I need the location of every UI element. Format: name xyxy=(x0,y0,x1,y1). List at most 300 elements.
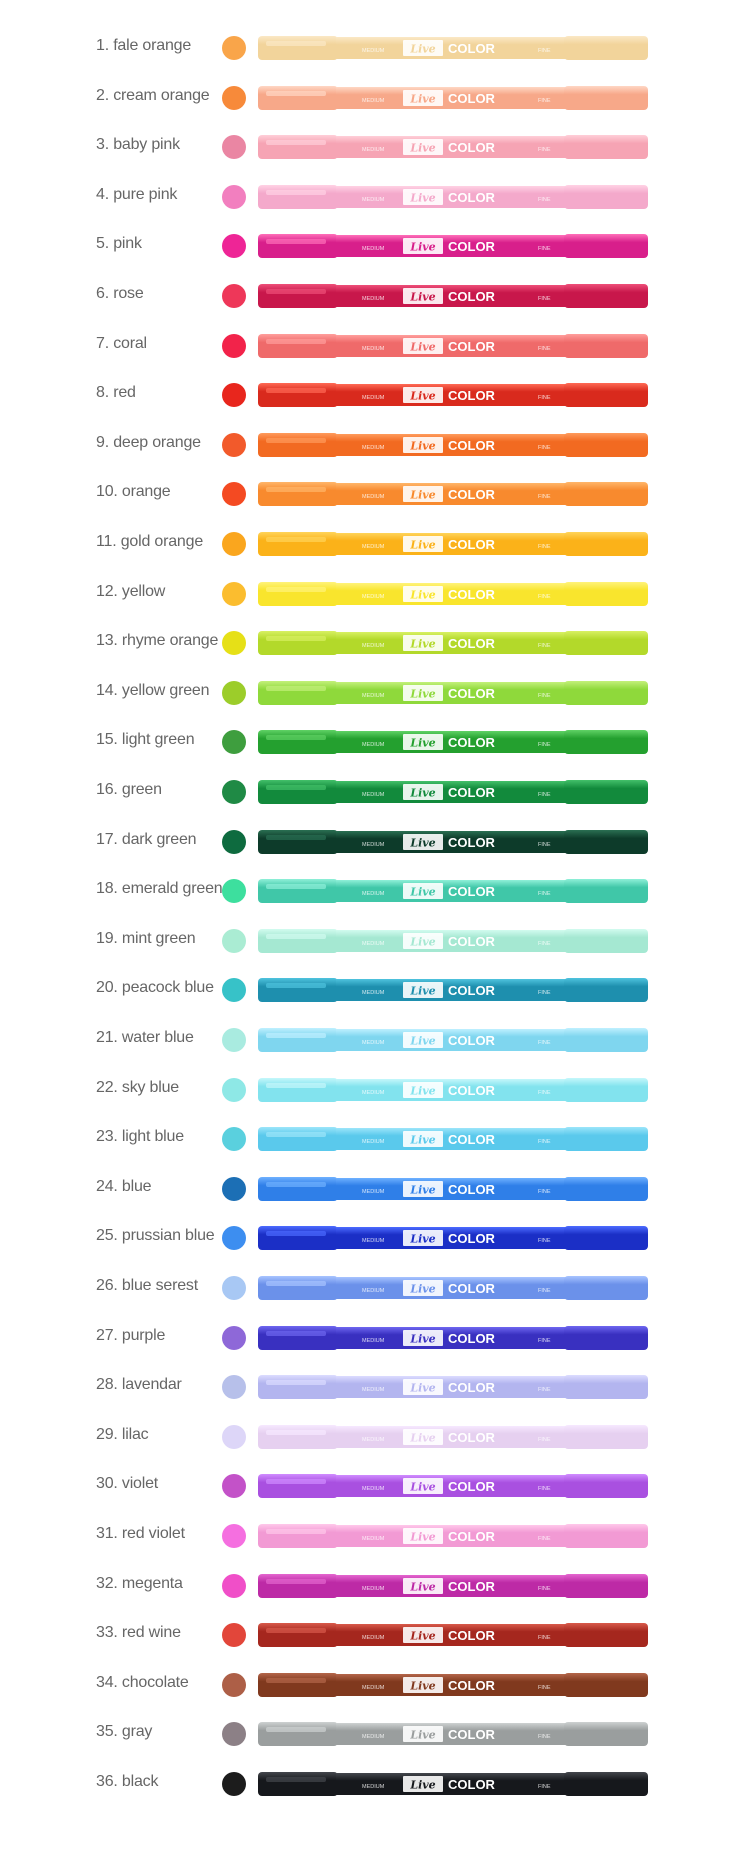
color-row xyxy=(0,569,750,617)
tip-label-fine: FINE xyxy=(538,246,551,252)
color-row xyxy=(0,1015,750,1063)
tip-label-medium: MEDIUM xyxy=(362,296,385,302)
pen-clip xyxy=(266,835,326,840)
brand-logo-text: Live xyxy=(410,786,436,800)
brand-logo-text: Live xyxy=(410,1133,436,1147)
tip-label-fine: FINE xyxy=(538,1685,551,1691)
tip-label-medium: MEDIUM xyxy=(362,98,385,104)
brand-color-word: COLOR xyxy=(448,1083,495,1098)
pen-clip xyxy=(266,1628,326,1633)
color-label: 2. cream orange xyxy=(96,87,210,104)
pen-cap-left xyxy=(258,929,338,953)
pen-clip xyxy=(266,487,326,492)
pen-clip xyxy=(266,190,326,195)
tip-label-medium: MEDIUM xyxy=(362,1784,385,1790)
color-swatch-dot xyxy=(222,1722,246,1746)
marker-pen-image xyxy=(258,1670,650,1700)
tip-label-medium: MEDIUM xyxy=(362,941,385,947)
pen-cap-left xyxy=(258,284,338,308)
brand-logo-text: Live xyxy=(410,538,436,552)
pen-cap-left xyxy=(258,631,338,655)
tip-label-medium: MEDIUM xyxy=(362,346,385,352)
tip-label-medium: MEDIUM xyxy=(362,1189,385,1195)
marker-pen-image xyxy=(258,380,650,410)
color-label: 34. chocolate xyxy=(96,1674,189,1691)
brand-color-word: COLOR xyxy=(448,1380,495,1395)
marker-pen-image xyxy=(258,1372,650,1402)
marker-pen-image xyxy=(258,876,650,906)
brand-color-word: COLOR xyxy=(448,41,495,56)
brand-color-word: COLOR xyxy=(448,1579,495,1594)
tip-label-fine: FINE xyxy=(538,445,551,451)
brand-color-word: COLOR xyxy=(448,983,495,998)
tip-label-fine: FINE xyxy=(538,1090,551,1096)
tip-label-medium: MEDIUM xyxy=(362,1586,385,1592)
brand-color-word: COLOR xyxy=(448,1331,495,1346)
color-label: 30. violet xyxy=(96,1475,159,1492)
tip-label-medium: MEDIUM xyxy=(362,1338,385,1344)
pen-clip xyxy=(266,339,326,344)
color-label: 28. lavendar xyxy=(96,1376,182,1393)
brand-logo-text: Live xyxy=(410,1232,436,1246)
color-row xyxy=(0,73,750,121)
color-swatch-dot xyxy=(222,830,246,854)
marker-pen-image xyxy=(258,827,650,857)
pen-cap-left xyxy=(258,1127,338,1151)
brand-color-word: COLOR xyxy=(448,1231,495,1246)
color-row xyxy=(0,1461,750,1509)
brand-color-word: COLOR xyxy=(448,934,495,949)
pen-cap-right xyxy=(564,135,648,159)
pen-clip xyxy=(266,1083,326,1088)
pen-cap-left xyxy=(258,1574,338,1598)
pen-clip xyxy=(266,884,326,889)
pen-clip xyxy=(266,140,326,145)
tip-label-medium: MEDIUM xyxy=(362,792,385,798)
pen-cap-right xyxy=(564,36,648,60)
color-label: 27. purple xyxy=(96,1327,166,1344)
tip-label-medium: MEDIUM xyxy=(362,990,385,996)
pen-cap-right xyxy=(564,1623,648,1647)
pen-clip xyxy=(266,1529,326,1534)
pen-cap-left xyxy=(258,532,338,556)
brand-color-word: COLOR xyxy=(448,1033,495,1048)
color-swatch-dot xyxy=(222,1623,246,1647)
marker-pen-image xyxy=(258,1124,650,1154)
tip-label-fine: FINE xyxy=(538,48,551,54)
tip-label-medium: MEDIUM xyxy=(362,1139,385,1145)
brand-color-word: COLOR xyxy=(448,1182,495,1197)
tip-label-fine: FINE xyxy=(538,1437,551,1443)
pen-cap-right xyxy=(564,730,648,754)
color-swatch-dot xyxy=(222,185,246,209)
tip-label-fine: FINE xyxy=(538,742,551,748)
color-label: 25. prussian blue xyxy=(96,1227,215,1244)
pen-cap-right xyxy=(564,1276,648,1300)
color-swatch-dot xyxy=(222,730,246,754)
brand-color-word: COLOR xyxy=(448,1479,495,1494)
color-label: 26. blue serest xyxy=(96,1277,198,1294)
pen-cap-left xyxy=(258,681,338,705)
pen-cap-left xyxy=(258,135,338,159)
marker-pen-image xyxy=(258,529,650,559)
brand-logo-text: Live xyxy=(410,1728,436,1742)
color-label: 3. baby pink xyxy=(96,136,180,153)
pen-cap-left xyxy=(258,383,338,407)
brand-logo-text: Live xyxy=(410,984,436,998)
pen-cap-left xyxy=(258,86,338,110)
color-swatch-dot xyxy=(222,1524,246,1548)
pen-cap-right xyxy=(564,1127,648,1151)
marker-pen-image xyxy=(258,430,650,460)
color-swatch-dot xyxy=(222,1772,246,1796)
brand-logo-text: Live xyxy=(410,439,436,453)
pen-cap-right xyxy=(564,1078,648,1102)
pen-cap-right xyxy=(564,86,648,110)
pen-cap-left xyxy=(258,334,338,358)
tip-label-medium: MEDIUM xyxy=(362,1238,385,1244)
marker-pen-image xyxy=(258,1323,650,1353)
color-row xyxy=(0,717,750,765)
brand-logo-text: Live xyxy=(410,935,436,949)
pen-cap-right xyxy=(564,1474,648,1498)
pen-cap-left xyxy=(258,1474,338,1498)
pen-cap-left xyxy=(258,482,338,506)
pen-cap-right xyxy=(564,185,648,209)
tip-label-fine: FINE xyxy=(538,197,551,203)
tip-label-medium: MEDIUM xyxy=(362,1288,385,1294)
marker-pen-image xyxy=(258,1223,650,1253)
pen-clip xyxy=(266,1727,326,1732)
color-swatch-dot xyxy=(222,234,246,258)
pen-cap-right xyxy=(564,1722,648,1746)
tip-label-medium: MEDIUM xyxy=(362,1040,385,1046)
tip-label-medium: MEDIUM xyxy=(362,1734,385,1740)
color-swatch-dot xyxy=(222,284,246,308)
color-row xyxy=(0,469,750,517)
color-row xyxy=(0,122,750,170)
tip-label-medium: MEDIUM xyxy=(362,1635,385,1641)
brand-color-word: COLOR xyxy=(448,1529,495,1544)
pen-clip xyxy=(266,289,326,294)
pen-clip xyxy=(266,785,326,790)
tip-label-fine: FINE xyxy=(538,1486,551,1492)
brand-color-word: COLOR xyxy=(448,289,495,304)
pen-cap-left xyxy=(258,1177,338,1201)
marker-pen-image xyxy=(258,975,650,1005)
color-swatch-dot xyxy=(222,383,246,407)
brand-color-word: COLOR xyxy=(448,190,495,205)
pen-cap-left xyxy=(258,1326,338,1350)
pen-clip xyxy=(266,1430,326,1435)
brand-logo-text: Live xyxy=(410,1580,436,1594)
marker-pen-image xyxy=(258,777,650,807)
tip-label-medium: MEDIUM xyxy=(362,1437,385,1443)
brand-color-word: COLOR xyxy=(448,487,495,502)
pen-cap-right xyxy=(564,433,648,457)
tip-label-fine: FINE xyxy=(538,1238,551,1244)
color-swatch-dot xyxy=(222,1425,246,1449)
brand-color-word: COLOR xyxy=(448,1281,495,1296)
pen-cap-right xyxy=(564,234,648,258)
color-swatch-dot xyxy=(222,135,246,159)
tip-label-medium: MEDIUM xyxy=(362,891,385,897)
color-row xyxy=(0,866,750,914)
pen-clip xyxy=(266,1331,326,1336)
color-label: 5. pink xyxy=(96,235,142,252)
brand-color-word: COLOR xyxy=(448,835,495,850)
pen-cap-right xyxy=(564,1524,648,1548)
color-swatch-dot xyxy=(222,1028,246,1052)
marker-pen-image xyxy=(258,231,650,261)
brand-logo-text: Live xyxy=(410,1034,436,1048)
tip-label-fine: FINE xyxy=(538,643,551,649)
color-row xyxy=(0,965,750,1013)
color-row xyxy=(0,1313,750,1361)
color-swatch-dot xyxy=(222,1326,246,1350)
color-swatch-dot xyxy=(222,1127,246,1151)
pen-clip xyxy=(266,1231,326,1236)
color-swatch-dot xyxy=(222,681,246,705)
color-swatch-dot xyxy=(222,1276,246,1300)
marker-pen-image xyxy=(258,83,650,113)
pen-cap-right xyxy=(564,284,648,308)
color-row xyxy=(0,519,750,567)
tip-label-fine: FINE xyxy=(538,792,551,798)
brand-color-word: COLOR xyxy=(448,438,495,453)
brand-logo-text: Live xyxy=(410,389,436,403)
pen-clip xyxy=(266,41,326,46)
marker-pen-image xyxy=(258,1273,650,1303)
tip-label-medium: MEDIUM xyxy=(362,246,385,252)
brand-logo-text: Live xyxy=(410,1084,436,1098)
brand-color-word: COLOR xyxy=(448,884,495,899)
pen-cap-left xyxy=(258,1425,338,1449)
pen-clip xyxy=(266,934,326,939)
color-label: 33. red wine xyxy=(96,1624,181,1641)
tip-label-medium: MEDIUM xyxy=(362,147,385,153)
brand-logo-text: Live xyxy=(410,1679,436,1693)
brand-logo-text: Live xyxy=(410,836,436,850)
color-label: 15. light green xyxy=(96,731,195,748)
tip-label-medium: MEDIUM xyxy=(362,494,385,500)
pen-cap-left xyxy=(258,1078,338,1102)
tip-label-medium: MEDIUM xyxy=(362,197,385,203)
pen-cap-left xyxy=(258,879,338,903)
color-row xyxy=(0,1412,750,1460)
brand-color-word: COLOR xyxy=(448,686,495,701)
pen-cap-left xyxy=(258,433,338,457)
brand-logo-text: Live xyxy=(410,1183,436,1197)
pen-clip xyxy=(266,239,326,244)
color-row xyxy=(0,1362,750,1410)
pen-cap-left xyxy=(258,978,338,1002)
brand-logo-text: Live xyxy=(410,42,436,56)
marker-pen-image xyxy=(258,579,650,609)
brand-logo-text: Live xyxy=(410,1629,436,1643)
brand-logo-text: Live xyxy=(410,1431,436,1445)
color-swatch-dot xyxy=(222,978,246,1002)
tip-label-medium: MEDIUM xyxy=(362,445,385,451)
color-swatch-dot xyxy=(222,1226,246,1250)
tip-label-fine: FINE xyxy=(538,1387,551,1393)
color-row xyxy=(0,1164,750,1212)
brand-logo-text: Live xyxy=(410,240,436,254)
pen-clip xyxy=(266,388,326,393)
tip-label-medium: MEDIUM xyxy=(362,643,385,649)
color-label: 24. blue xyxy=(96,1178,152,1195)
color-label: 10. orange xyxy=(96,483,171,500)
color-row xyxy=(0,271,750,319)
marker-pen-image xyxy=(258,1719,650,1749)
pen-clip xyxy=(266,1678,326,1683)
tip-label-fine: FINE xyxy=(538,1288,551,1294)
tip-label-fine: FINE xyxy=(538,1536,551,1542)
pen-cap-right xyxy=(564,978,648,1002)
pen-cap-left xyxy=(258,234,338,258)
pen-clip xyxy=(266,1132,326,1137)
tip-label-fine: FINE xyxy=(538,1635,551,1641)
color-row xyxy=(0,1561,750,1609)
pen-cap-left xyxy=(258,1524,338,1548)
color-label: 13. rhyme orange xyxy=(96,632,219,649)
color-swatch-dot xyxy=(222,36,246,60)
pen-clip xyxy=(266,1380,326,1385)
pen-cap-right xyxy=(564,383,648,407)
tip-label-fine: FINE xyxy=(538,296,551,302)
tip-label-medium: MEDIUM xyxy=(362,1536,385,1542)
color-row xyxy=(0,23,750,71)
color-label: 6. rose xyxy=(96,285,144,302)
color-label: 9. deep orange xyxy=(96,434,201,451)
pen-cap-left xyxy=(258,1772,338,1796)
pen-clip xyxy=(266,91,326,96)
color-row xyxy=(0,321,750,369)
brand-logo-text: Live xyxy=(410,1778,436,1792)
tip-label-medium: MEDIUM xyxy=(362,1387,385,1393)
color-row xyxy=(0,668,750,716)
brand-logo-text: Live xyxy=(410,1480,436,1494)
tip-label-fine: FINE xyxy=(538,594,551,600)
color-swatch-dot xyxy=(222,1673,246,1697)
pen-cap-right xyxy=(564,1574,648,1598)
brand-logo-text: Live xyxy=(410,885,436,899)
marker-pen-image xyxy=(258,33,650,63)
marker-pen-image xyxy=(258,1521,650,1551)
color-label: 20. peacock blue xyxy=(96,979,214,996)
pen-cap-left xyxy=(258,185,338,209)
brand-logo-text: Live xyxy=(410,1282,436,1296)
color-label: 35. gray xyxy=(96,1723,153,1740)
marker-pen-image xyxy=(258,628,650,658)
marker-pen-image xyxy=(258,1471,650,1501)
color-swatch-dot xyxy=(222,1078,246,1102)
color-row xyxy=(0,1610,750,1658)
marker-pen-image xyxy=(258,132,650,162)
brand-color-word: COLOR xyxy=(448,140,495,155)
color-swatch-dot xyxy=(222,780,246,804)
marker-pen-image xyxy=(258,1769,650,1799)
pen-cap-right xyxy=(564,929,648,953)
brand-logo-text: Live xyxy=(410,1530,436,1544)
brand-logo-text: Live xyxy=(410,736,436,750)
color-row xyxy=(0,1065,750,1113)
marker-pen-image xyxy=(258,727,650,757)
pen-clip xyxy=(266,636,326,641)
brand-color-word: COLOR xyxy=(448,91,495,106)
marker-pen-image xyxy=(258,678,650,708)
pen-cap-right xyxy=(564,830,648,854)
pen-clip xyxy=(266,686,326,691)
brand-color-word: COLOR xyxy=(448,1628,495,1643)
tip-label-medium: MEDIUM xyxy=(362,594,385,600)
tip-label-fine: FINE xyxy=(538,1189,551,1195)
marker-pen-image xyxy=(258,1620,650,1650)
tip-label-fine: FINE xyxy=(538,1338,551,1344)
pen-cap-left xyxy=(258,1375,338,1399)
color-label: 1. fale orange xyxy=(96,37,192,54)
marker-pen-image xyxy=(258,1571,650,1601)
brand-logo-text: Live xyxy=(410,141,436,155)
color-swatch-dot xyxy=(222,631,246,655)
color-swatch-dot xyxy=(222,582,246,606)
pen-cap-left xyxy=(258,1276,338,1300)
pen-clip xyxy=(266,537,326,542)
tip-label-medium: MEDIUM xyxy=(362,544,385,550)
color-row xyxy=(0,916,750,964)
color-row xyxy=(0,172,750,220)
pen-cap-left xyxy=(258,36,338,60)
pen-cap-right xyxy=(564,334,648,358)
color-label: 19. mint green xyxy=(96,930,196,947)
color-label: 23. light blue xyxy=(96,1128,184,1145)
brand-color-word: COLOR xyxy=(448,636,495,651)
color-row xyxy=(0,1759,750,1807)
color-row xyxy=(0,221,750,269)
tip-label-medium: MEDIUM xyxy=(362,48,385,54)
tip-label-fine: FINE xyxy=(538,1040,551,1046)
pen-cap-right xyxy=(564,780,648,804)
pen-cap-left xyxy=(258,1673,338,1697)
marker-pen-image xyxy=(258,479,650,509)
pen-cap-right xyxy=(564,1375,648,1399)
marker-pen-image xyxy=(258,1075,650,1105)
tip-label-fine: FINE xyxy=(538,544,551,550)
pen-cap-right xyxy=(564,1772,648,1796)
color-swatch-dot xyxy=(222,1474,246,1498)
color-swatch-dot xyxy=(222,433,246,457)
tip-label-medium: MEDIUM xyxy=(362,395,385,401)
tip-label-fine: FINE xyxy=(538,842,551,848)
tip-label-fine: FINE xyxy=(538,990,551,996)
color-swatch-dot xyxy=(222,334,246,358)
brand-logo-text: Live xyxy=(410,191,436,205)
color-label: 31. red violet xyxy=(96,1525,185,1542)
pen-clip xyxy=(266,1281,326,1286)
marker-pen-image xyxy=(258,926,650,956)
marker-pen-image xyxy=(258,331,650,361)
brand-color-word: COLOR xyxy=(448,537,495,552)
tip-label-fine: FINE xyxy=(538,98,551,104)
tip-label-medium: MEDIUM xyxy=(362,842,385,848)
tip-label-fine: FINE xyxy=(538,1586,551,1592)
brand-color-word: COLOR xyxy=(448,1678,495,1693)
pen-cap-left xyxy=(258,830,338,854)
pen-clip xyxy=(266,1777,326,1782)
pen-clip xyxy=(266,438,326,443)
brand-logo-text: Live xyxy=(410,637,436,651)
color-label: 16. green xyxy=(96,781,162,798)
